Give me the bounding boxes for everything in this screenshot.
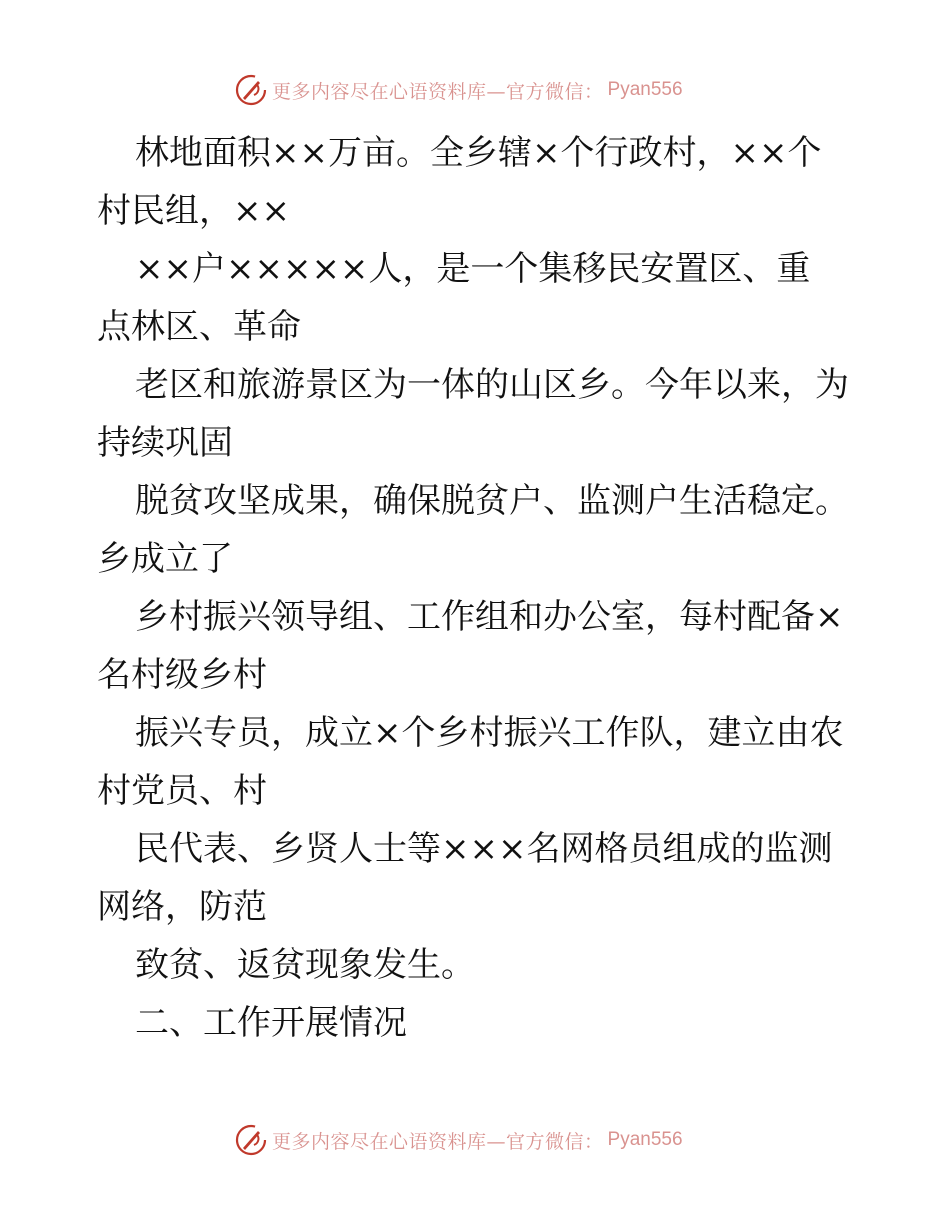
text-line: 乡成立了 xyxy=(97,539,233,579)
text-line: 名村级乡村 xyxy=(97,655,267,695)
section-heading: 二、工作开展情况 xyxy=(135,1003,407,1043)
text-line: 持续巩固 xyxy=(97,423,233,463)
watermark-text: 更多内容尽在心语资料库—官方微信： xyxy=(272,1130,604,1153)
watermark-wechat-id: Pyan556 xyxy=(607,79,683,100)
text-line: ××户×××××人，是一个集移民安置区、重 xyxy=(135,249,811,289)
text-line: 点林区、革命 xyxy=(97,307,301,347)
text-line: 老区和旅游景区为一体的山区乡。今年以来，为 xyxy=(135,365,849,405)
text-line: 振兴专员，成立×个乡村振兴工作队，建立由农 xyxy=(135,713,844,753)
text-line: 乡村振兴领导组、工作组和办公室，每村配备× xyxy=(135,597,844,637)
text-line: 脱贫攻坚成果，确保脱贫户、监测户生活稳定。 xyxy=(135,481,849,521)
watermark-text: 更多内容尽在心语资料库—官方微信： xyxy=(272,80,604,103)
quill-logo-icon xyxy=(234,1123,268,1157)
text-line: 民代表、乡贤人士等×××名网格员组成的监测 xyxy=(135,829,833,869)
text-line: 村党员、村 xyxy=(97,771,267,811)
text-line: 致贫、返贫现象发生。 xyxy=(135,945,475,985)
document-body xyxy=(97,124,857,1052)
header-watermark xyxy=(234,72,683,108)
footer-watermark xyxy=(234,1122,683,1158)
text-line: 村民组，×× xyxy=(97,191,290,231)
watermark-wechat-id: Pyan556 xyxy=(607,1129,683,1150)
text-line: 网络，防范 xyxy=(97,887,267,927)
quill-logo-icon xyxy=(234,73,268,107)
text-line: 林地面积××万亩。全乡辖×个行政村，××个 xyxy=(135,133,822,173)
